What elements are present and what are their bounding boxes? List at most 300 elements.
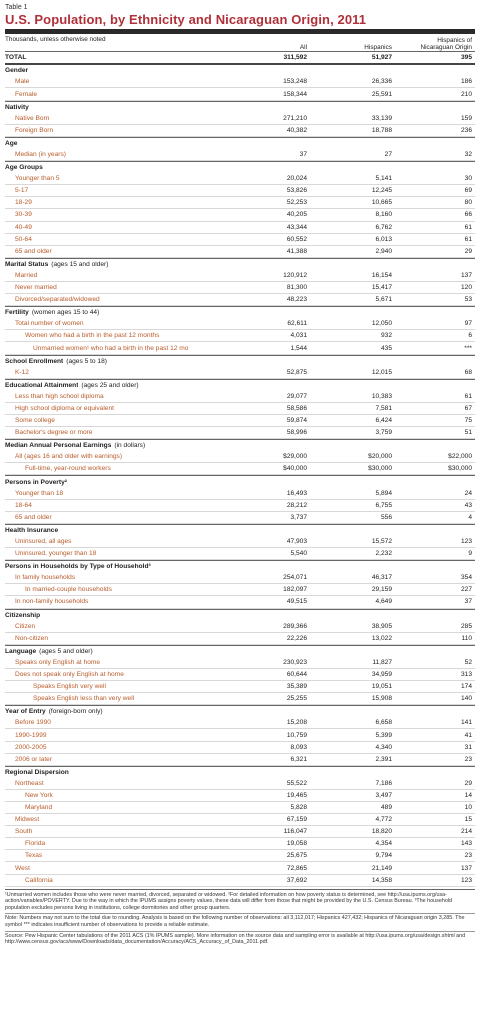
table-row (5, 463, 475, 475)
table-row (5, 875, 475, 887)
table-row (5, 826, 475, 838)
cell-all: 47,903 (286, 538, 307, 545)
cell-nicaraguan: 31 (464, 743, 472, 751)
table-row (5, 427, 475, 439)
cell-all: 230,923 (283, 658, 307, 666)
cell-hispanics: 6,755 (375, 501, 392, 509)
row-label: Before 1990 (15, 719, 51, 727)
section-header (5, 65, 475, 76)
cell-hispanics: 12,245 (371, 187, 392, 195)
cell-all: 81,300 (286, 284, 307, 292)
row-label: Younger than 18 (15, 489, 64, 497)
row-label: Women who had a birth in the past 12 months (25, 332, 160, 340)
row-label: Texas (25, 852, 43, 860)
col-header-hispanics: Hispanics (364, 44, 392, 51)
cell-nicaraguan: 32 (464, 151, 472, 158)
cell-all: 20,024 (286, 175, 307, 183)
row-label: Median (in years) (15, 151, 66, 158)
section-header (5, 705, 475, 717)
cell-nicaraguan: $22,000 (448, 453, 472, 461)
table-row (5, 403, 475, 415)
cell-all: 16,493 (286, 489, 307, 497)
cell-nicaraguan: 210 (460, 90, 472, 98)
cell-nicaraguan: 120 (460, 284, 472, 292)
row-label: South (15, 828, 33, 836)
cell-all: $40,000 (283, 465, 307, 473)
cell-hispanics: 12,015 (371, 368, 392, 376)
cell-nicaraguan: 61 (464, 223, 472, 231)
column-header-row (5, 44, 475, 52)
cell-all: 120,912 (283, 271, 307, 279)
cell-nicaraguan: 69 (464, 187, 472, 195)
cell-hispanics: 2,232 (375, 550, 392, 558)
cell-nicaraguan: 23 (464, 852, 472, 860)
cell-all: 60,644 (286, 671, 307, 679)
cell-all: 19,058 (286, 840, 307, 848)
row-label: Unmarried women¹ who had a birth in the past 12 mo (33, 344, 189, 352)
units-note: Thousands, unless otherwise noted (5, 36, 106, 43)
table-row (5, 500, 475, 512)
table-row (5, 778, 475, 790)
row-label: Does not speak only English at home (15, 671, 124, 679)
section-header (5, 137, 475, 149)
cell-hispanics: 12,050 (371, 320, 392, 328)
total-all: 311,592 (283, 54, 307, 62)
cell-hispanics: 21,149 (371, 864, 392, 872)
cell-hispanics: 932 (380, 332, 392, 340)
cell-all: 62,611 (287, 320, 307, 328)
section-title: Health Insurance (5, 526, 59, 534)
row-label: Married (15, 271, 38, 279)
table-row (5, 234, 475, 246)
section-title: Fertility (5, 309, 29, 317)
cell-all: 59,874 (286, 417, 307, 425)
cell-hispanics: 4,354 (375, 840, 392, 848)
cell-all: 40,382 (286, 126, 307, 134)
row-label: 50-64 (15, 235, 32, 243)
cell-hispanics: 29,159 (371, 586, 392, 594)
cell-all: 25,255 (286, 695, 307, 703)
cell-nicaraguan: 66 (464, 211, 472, 219)
row-label: 40-49 (15, 223, 32, 231)
section-header (5, 101, 475, 113)
cell-nicaraguan: 80 (464, 199, 472, 207)
cell-nicaraguan: 30 (464, 175, 472, 183)
table-row (5, 209, 475, 221)
row-label: In married-couple households (25, 586, 112, 594)
col-header-nicaraguan-top: Hispanics of (437, 37, 472, 44)
cell-nicaraguan: 53 (464, 296, 472, 304)
cell-hispanics: 15,572 (371, 538, 392, 545)
row-label: Total number of women (15, 320, 84, 328)
cell-all: 182,097 (283, 586, 307, 594)
cell-nicaraguan: 29 (464, 779, 472, 787)
row-label: In family households (15, 574, 76, 582)
cell-all: 52,253 (286, 199, 307, 207)
table-row (5, 584, 475, 596)
cell-all: 22,226 (286, 634, 307, 642)
cell-nicaraguan: *** (464, 344, 472, 352)
section-header (5, 258, 475, 270)
section-subtitle: (ages 5 and older) (39, 647, 93, 655)
table-row (5, 367, 475, 379)
cell-hispanics: 2,940 (375, 247, 392, 255)
cell-all: 8,093 (290, 743, 307, 751)
cell-nicaraguan: 23 (464, 755, 472, 763)
row-label: West (15, 864, 30, 872)
cell-all: 19,465 (286, 791, 307, 799)
row-label: All (ages 16 and older with earnings) (15, 453, 123, 461)
section-header (5, 524, 475, 536)
cell-hispanics: 2,391 (375, 755, 392, 763)
section-header (5, 306, 475, 318)
section-header (5, 609, 475, 621)
table-row (5, 838, 475, 850)
row-label: 2000-2005 (15, 743, 47, 751)
table-row (5, 222, 475, 234)
cell-nicaraguan: 186 (460, 78, 472, 86)
cell-nicaraguan: 61 (464, 392, 472, 400)
section-subtitle: (women ages 15 to 44) (31, 309, 100, 317)
cell-hispanics: 18,788 (371, 126, 392, 134)
cell-hispanics: 489 (380, 804, 392, 812)
table-label: Table 1 (5, 4, 28, 11)
table-row (5, 548, 475, 560)
cell-nicaraguan: 227 (460, 586, 472, 594)
cell-all: 10,759 (286, 731, 307, 739)
table-row (5, 173, 475, 185)
cell-hispanics: 5,671 (375, 296, 392, 304)
cell-all: 1,544 (290, 344, 307, 352)
row-label: Northeast (15, 779, 44, 787)
row-label: New York (25, 791, 53, 799)
cell-all: 25,675 (286, 852, 307, 860)
cell-all: 37,692 (286, 876, 307, 884)
section-header (5, 766, 475, 778)
table-row (5, 729, 475, 741)
section-subtitle: (ages 15 and older) (51, 260, 109, 268)
table-row (5, 282, 475, 294)
table-row (5, 342, 475, 354)
cell-all: 4,031 (290, 332, 307, 340)
table-row (5, 814, 475, 826)
cell-nicaraguan: 123 (460, 876, 472, 884)
section-header (5, 355, 475, 367)
row-label: Less than high school diploma (15, 392, 104, 400)
cell-all: 53,826 (286, 187, 307, 195)
row-label: Male (15, 78, 30, 86)
table-row (5, 681, 475, 693)
cell-nicaraguan: 137 (460, 271, 472, 279)
section-title: Persons in Households by Type of Household³ (5, 563, 151, 571)
row-label: Younger than 5 (15, 175, 60, 183)
table-row (5, 802, 475, 814)
cell-nicaraguan: 43 (464, 501, 472, 509)
cell-hispanics: 19,051 (371, 683, 392, 691)
cell-all: 153,248 (283, 78, 307, 86)
section-title: Educational Attainment (5, 381, 79, 389)
row-label: 65 and older (15, 513, 52, 521)
row-label: 18-64 (15, 501, 32, 509)
cell-hispanics: 14,358 (371, 876, 392, 884)
cell-all: $29,000 (283, 453, 307, 461)
row-label: Florida (25, 840, 46, 848)
cell-nicaraguan: 29 (464, 247, 472, 255)
section-subtitle: (in dollars) (114, 442, 146, 450)
cell-hispanics: 6,013 (375, 235, 392, 243)
section-subtitle: (foreign-born only) (48, 708, 103, 716)
cell-hispanics: 7,186 (375, 779, 392, 787)
cell-all: 67,159 (286, 816, 307, 824)
cell-hispanics: 7,581 (375, 404, 392, 412)
cell-all: 271,210 (283, 114, 307, 122)
table-row (5, 270, 475, 282)
total-row (5, 52, 475, 65)
cell-nicaraguan: 354 (460, 574, 472, 582)
cell-hispanics: 15,908 (371, 695, 392, 703)
cell-all: 3,737 (290, 513, 307, 521)
row-label: 65 and older (15, 247, 52, 255)
section-title: Citizenship (5, 611, 41, 619)
cell-nicaraguan: 313 (460, 671, 472, 679)
cell-all: 58,996 (286, 429, 307, 437)
section-title: Persons in Poverty² (5, 478, 67, 486)
row-label: 2006 or later (15, 755, 53, 763)
cell-nicaraguan: 6 (468, 332, 472, 340)
row-label: Uninsured, younger than 18 (15, 550, 97, 558)
cell-hispanics: 3,497 (375, 791, 392, 799)
row-label: California (25, 876, 53, 884)
cell-nicaraguan: 15 (464, 816, 472, 824)
cell-hispanics: 27 (384, 151, 392, 158)
cell-hispanics: 38,905 (371, 622, 392, 630)
table-row (5, 391, 475, 403)
section-title: Marital Status (5, 260, 49, 268)
table-row (5, 125, 475, 137)
table-row (5, 488, 475, 500)
cell-nicaraguan: 61 (464, 235, 472, 243)
cell-nicaraguan: 68 (464, 368, 472, 376)
cell-hispanics: 5,399 (375, 731, 392, 739)
col-header-all: All (299, 44, 307, 51)
section-header (5, 379, 475, 391)
cell-all: 5,828 (290, 804, 307, 812)
section-title: Gender (5, 67, 29, 75)
cell-hispanics: 9,794 (375, 852, 392, 860)
section-title: Nativity (5, 103, 29, 111)
cell-nicaraguan: 41 (464, 731, 472, 739)
row-label: Speaks only English at home (15, 658, 101, 666)
cell-nicaraguan: 75 (464, 417, 472, 425)
cell-all: 40,205 (286, 211, 307, 219)
cell-nicaraguan: 14 (464, 791, 472, 799)
section-title: School Enrollment (5, 357, 64, 365)
section-header (5, 161, 475, 173)
cell-nicaraguan: 174 (460, 683, 472, 691)
cell-nicaraguan: 51 (464, 429, 472, 437)
table-row (5, 669, 475, 681)
row-label: 18-29 (15, 199, 32, 207)
table-row (5, 633, 475, 645)
cell-hispanics: 13,022 (371, 634, 392, 642)
cell-all: 48,223 (286, 296, 307, 304)
cell-hispanics: 34,959 (371, 671, 392, 679)
title-rule (5, 29, 475, 34)
cell-nicaraguan: 285 (460, 622, 472, 630)
table-row (5, 415, 475, 427)
table-row (5, 113, 475, 125)
row-label: Bachelor's degree or more (15, 429, 93, 437)
cell-all: 55,522 (286, 779, 307, 787)
table-row (5, 657, 475, 669)
cell-hispanics: 6,424 (375, 417, 392, 425)
cell-hispanics: 556 (380, 513, 392, 521)
cell-hispanics: $20,000 (368, 453, 392, 461)
row-label: Full-time, year-round workers (25, 465, 111, 473)
table-row (5, 451, 475, 463)
cell-hispanics: 4,340 (375, 743, 392, 751)
row-label: Female (15, 90, 37, 98)
cell-nicaraguan: $30,000 (448, 465, 472, 473)
row-label: Citizen (15, 622, 36, 630)
cell-nicaraguan: 236 (460, 126, 472, 134)
cell-all: 289,366 (283, 622, 307, 630)
table-row (5, 330, 475, 342)
cell-nicaraguan: 9 (468, 550, 472, 558)
table-body (5, 65, 475, 886)
table-row (5, 536, 475, 548)
total-label: TOTAL (5, 54, 27, 62)
section-title: Regional Dispersion (5, 768, 69, 776)
cell-hispanics: 46,317 (371, 574, 392, 582)
row-label: Speaks English very well (33, 683, 106, 691)
section-title: Year of Entry (5, 708, 46, 716)
row-label: Speaks English less than very well (33, 695, 135, 703)
cell-all: 29,077 (286, 392, 307, 400)
row-label: Never married (15, 284, 57, 292)
cell-hispanics: 6,762 (375, 223, 392, 231)
cell-hispanics: 16,154 (371, 271, 392, 279)
table-row (5, 693, 475, 705)
row-label: 30-39 (15, 211, 32, 219)
row-label: Some college (15, 417, 55, 425)
cell-nicaraguan: 143 (460, 840, 472, 848)
row-label: Foreign Born (15, 126, 54, 134)
cell-hispanics: 4,772 (375, 816, 392, 824)
cell-hispanics: 33,139 (371, 114, 392, 122)
table-row (5, 318, 475, 330)
table-row (5, 790, 475, 802)
table-row (5, 149, 475, 161)
section-title: Age Groups (5, 164, 43, 172)
cell-nicaraguan: 37 (464, 598, 472, 606)
cell-all: 5,540 (290, 550, 307, 558)
table-row (5, 185, 475, 197)
row-label: 1990-1999 (15, 731, 47, 739)
cell-hispanics: 18,820 (371, 828, 392, 836)
table-row (5, 512, 475, 524)
row-label: Uninsured, all ages (15, 538, 72, 545)
row-label: 5-17 (15, 187, 29, 195)
table-row (5, 572, 475, 584)
table-row (5, 88, 475, 100)
cell-hispanics: 11,827 (372, 658, 392, 666)
table-row (5, 294, 475, 306)
section-header (5, 439, 475, 451)
cell-nicaraguan: 4 (468, 513, 472, 521)
section-header (5, 560, 475, 572)
cell-hispanics: $30,000 (368, 465, 392, 473)
table-row (5, 76, 475, 88)
row-label: Non-citizen (15, 634, 48, 642)
cell-nicaraguan: 110 (461, 634, 472, 642)
page-title: U.S. Population, by Ethnicity and Nicaraguan Origin, 2011 (5, 12, 367, 27)
section-title: Median Annual Personal Earnings (5, 442, 112, 450)
cell-all: 41,388 (286, 247, 307, 255)
row-label: High school diploma or equivalent (15, 404, 114, 412)
note-text: Note: Numbers may not sum to the total due to rounding. Analysis is based on the following number of observations: all 3,112,017; Hispanics 427,432; Hispanics of Nicaraguan origin 3,285. The symbol *** indicates insufficient number of observations to provide a reliable estimate. (5, 913, 475, 928)
cell-all: 158,344 (283, 90, 307, 98)
cell-nicaraguan: 67 (464, 404, 472, 412)
cell-nicaraguan: 137 (460, 864, 472, 872)
total-hispanics: 51,927 (371, 54, 392, 62)
cell-all: 254,071 (283, 574, 307, 582)
table-row (5, 862, 475, 874)
cell-all: 15,208 (286, 719, 307, 727)
cell-nicaraguan: 214 (460, 828, 472, 836)
cell-all: 49,515 (286, 598, 307, 606)
cell-all: 43,344 (286, 223, 307, 231)
cell-all: 72,865 (286, 864, 307, 872)
cell-hispanics: 8,160 (375, 211, 392, 219)
cell-hispanics: 15,417 (371, 284, 392, 292)
cell-hispanics: 435 (380, 344, 392, 352)
cell-nicaraguan: 24 (464, 489, 472, 497)
cell-all: 52,875 (286, 368, 307, 376)
units-row (5, 36, 475, 44)
table-row (5, 197, 475, 209)
cell-nicaraguan: 10 (464, 804, 472, 812)
cell-hispanics: 5,141 (375, 175, 392, 183)
table-row (5, 596, 475, 608)
row-label: K-12 (15, 368, 29, 376)
cell-all: 37 (299, 151, 307, 158)
table-row (5, 717, 475, 729)
cell-hispanics: 5,894 (375, 489, 392, 497)
cell-all: 28,212 (286, 501, 307, 509)
cell-nicaraguan: 123 (460, 538, 472, 545)
row-label: Native Born (15, 114, 50, 122)
cell-hispanics: 26,336 (371, 78, 392, 86)
cell-nicaraguan: 140 (460, 695, 472, 703)
cell-hispanics: 4,649 (375, 598, 392, 606)
cell-all: 116,047 (283, 828, 307, 836)
section-title: Language (5, 647, 37, 655)
table-row (5, 754, 475, 766)
cell-all: 6,321 (290, 755, 307, 763)
table-row (5, 621, 475, 633)
row-label: Maryland (25, 804, 53, 812)
cell-all: 58,586 (286, 404, 307, 412)
section-subtitle: (ages 25 and older) (81, 381, 139, 389)
source-text: Source: Pew Hispanic Center tabulations of the 2011 ACS (1% IPUMS sample). More information on the source data and sampling error is available at http://usa.ipums.org/usa/design.shtml and http://www.census.gov/acs/www/Downloads/data_documentation/Accuracy/ACS_Accuracy_of_Data_2011.pdf. (5, 931, 475, 946)
table-row (5, 246, 475, 258)
cell-nicaraguan: 52 (464, 658, 472, 666)
cell-hispanics: 10,665 (371, 199, 392, 207)
section-subtitle: (ages 5 to 18) (66, 357, 107, 365)
row-label: Midwest (15, 816, 40, 824)
footnote-text: ¹Unmarried women includes those who were never married, divorced, separated or widowed. ²For detailed information on how poverty status is determined, see http://usa.ipums.org/usa-action/variables/POVERTY. Due to the way in which the IPUMS assigns poverty values, these data will differ from those that might be provided by the U.S. Census Bureau. ³The household population excludes persons living in institutions, college dormitories and other group quarters. (5, 891, 453, 911)
